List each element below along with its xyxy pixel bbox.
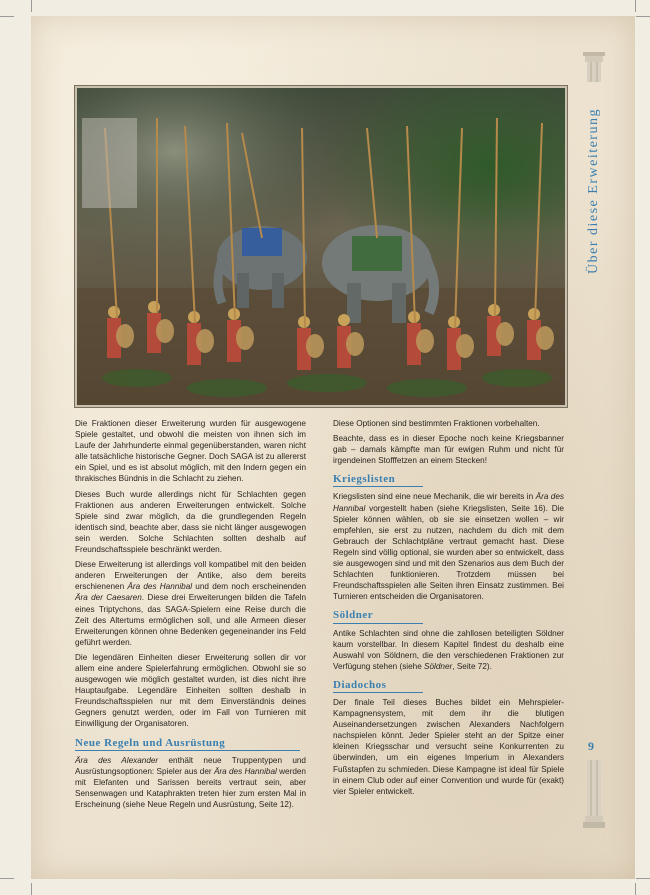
paragraph: Diese Erweiterung ist allerdings voll kompatibel mit den beiden anderen Erweiterungen der Antike, also dem bereits erschienenen Ära des Hannibal und dem noch erscheinenden Ära der Caesaren. Diese drei Erweiterungen bilden die Tafeln eines Triptychons, das SAGA-Spielern eine Reise durch die Zeit des Altertums ermöglichen soll, und alle Armeen dieser Erweiterungen können ohne Bedenken gegeneinander ins Feld geführt werden. <box>75 560 307 647</box>
right-text-column <box>333 418 564 801</box>
section-heading-diadochi: Diadochos <box>333 677 423 693</box>
paragraph: Antike Schlachten sind ohne die zahllosen beteiligten Söldner kaum vorstellbar. In diesem Kapitel findest du deshalb eine Auswahl von Söldnern, die den verschiedenen Fraktionen zur Verfügung stehen (siehe Söldner, Seite 72). <box>333 628 564 671</box>
side-section-title <box>582 86 606 296</box>
crop-mark <box>31 0 32 12</box>
paragraph: Die legendären Einheiten dieser Erweiterung sollen dir vor allem eine andere Spielerfahrung ermöglichen. Obwohl sie so ausgewogen wie möglich gestaltet wurden, ist dies nicht ihre Hauptaufgabe. Legendäre Einheiten sollten deshalb in Freundschaftsspielen nur mit dem Einverständnis deines Gegners genutzt werden, oder im Fall von Turnieren mit Einwilligung der Organisatoren. <box>75 652 306 729</box>
crop-mark <box>31 883 32 895</box>
paragraph: Kriegslisten sind eine neue Mechanik, die wir bereits in Ära des Hannibal vorgestellt haben (siehe Kriegslisten, Seite 16). Die Spieler können wählen, ob sie sie einsetzen wollen – wir empfehlen, sie erst zu nutzen, nachdem du dich mit dem Gebrauch der Schlachtpläne vertraut gemacht hast. Diese Regeln sind völlig optional, sie wurden aber so entwickelt, dass sie ausgewogen sind und mit den Szenarios aus dem Buch der Schlachten funktionieren. Trotzdem müssen bei Freundschaftsspielen alle Seiten ihren Einsatz zustimmen. Bei Turnieren entscheiden die Organisatoren. <box>333 492 565 602</box>
paragraph: Die Fraktionen dieser Erweiterung wurden für ausgewogene Spiele gestaltet, und obwohl die meisten von ihnen sich im Laufe der Jahrhunderte einmal gegenüberstanden, waren nicht alle tatsächliche historische Gegner. Doch SAGA ist zu allererst ein Spiel, und es ist absolut möglich, mit den Indern gegen ein thrakisches Bündnis in die Schlacht zu ziehen. <box>75 419 306 484</box>
section-heading-rules: Neue Regeln und Ausrüstung <box>75 735 300 751</box>
column-base-icon <box>583 760 605 830</box>
paragraph: Ära des Alexander enthält neue Truppentypen und Ausrüstungsoptionen: Spieler aus der Ära des Hannibal werden mit Elefanten und Sarissen bereits vertraut sein, aber Sensenwagen und Kataphrakten treten hier zum ersten Mal in Erscheinung (siehe Neue Regeln und Ausrüstung, Seite 12). <box>75 755 306 809</box>
side-title-text: Über diese Erweiterung <box>586 108 601 274</box>
paragraph: Der finale Teil dieses Buches bildet ein Mehrspieler-Kampagnensystem, mit dem ihr die blutigen Auseinandersetzungen zwischen Alexanders Nachfolgern nachspielen könnt. Jeder Spieler steht an der Spitze einer kleinen Kriegsschar und versucht seine Konkurrenten zu überwinden, um ein eigenes Imperium in Alexanders Fußstapfen zu schmieden. Diese Kampagne ist ideal für Spiele in einem Club oder auf einer Convention und wurde für (exakt) vier Spieler entwickelt. <box>333 697 564 796</box>
crop-mark <box>635 883 636 895</box>
miniatures-photo <box>75 86 567 407</box>
crop-mark <box>0 16 14 17</box>
left-text-column <box>75 418 306 814</box>
crop-mark <box>0 878 14 879</box>
paragraph: Diese Optionen sind bestimmten Fraktionen vorbehalten. <box>333 419 540 428</box>
paragraph: Beachte, dass es in dieser Epoche noch keine Kriegsbanner gab – damals kämpfte man für ewigen Ruhm und nicht für irgendeinen Stofffetzen an einem Stecken! <box>333 434 564 466</box>
crop-mark <box>636 16 650 17</box>
column-capital-icon <box>583 52 605 82</box>
section-heading-war-lists: Kriegslisten <box>333 471 423 487</box>
miniatures-photo-icon <box>77 88 565 405</box>
crop-mark <box>636 878 650 879</box>
crop-mark <box>635 0 636 12</box>
section-heading-mercenaries: Söldner <box>333 607 423 623</box>
page-number: 9 <box>588 739 594 753</box>
paragraph: Dieses Buch wurde allerdings nicht für Schlachten gegen Fraktionen aus anderen Erweiterungen entwickelt. Solche Spiele sind zwar möglich, da die grundlegenden Regeln identisch sind, beachte aber, dass sie nicht länger ausgewogen sein werden. Solche Schlachten sollten deshalb auf Freundschaftsspiele beschränkt werden. <box>75 489 306 555</box>
